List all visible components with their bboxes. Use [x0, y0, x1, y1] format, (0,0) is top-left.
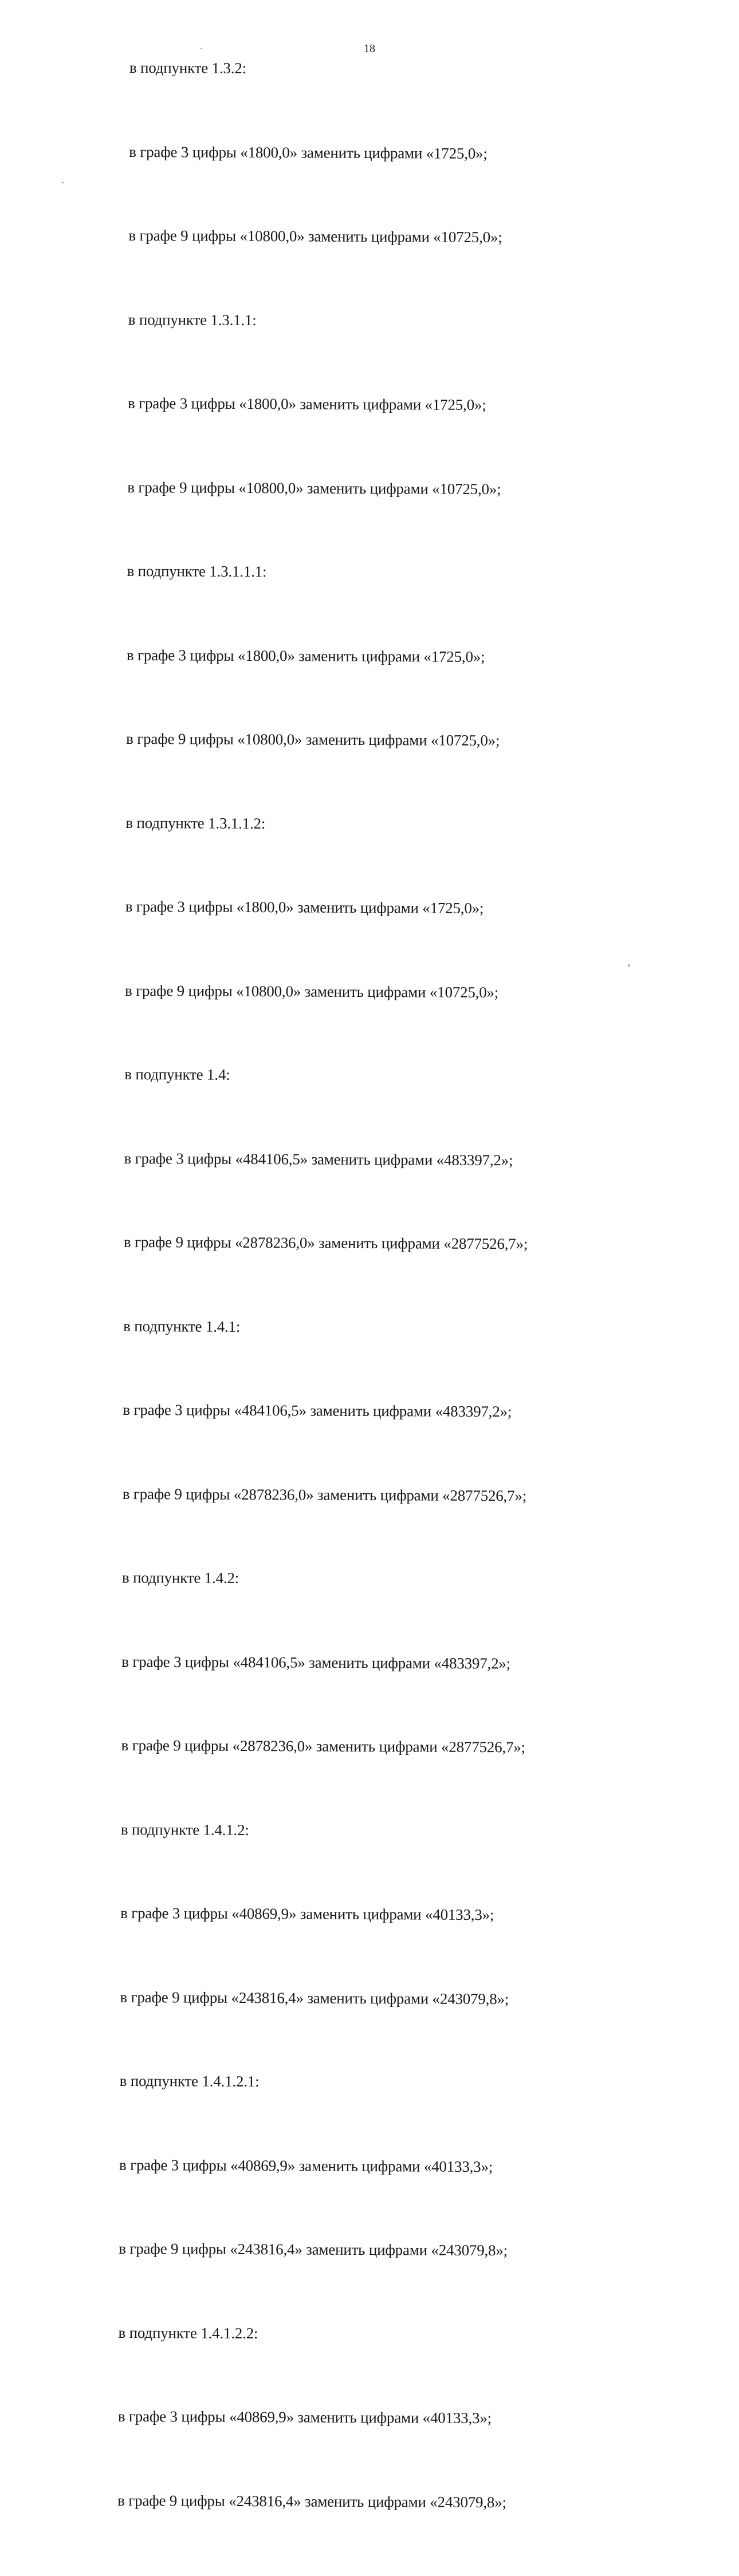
list-item: в подпункте 1.3.2: [129, 58, 246, 77]
list-item: в графе 3 цифры «40869,9» заменить цифрами «40133,3»; [119, 2156, 493, 2175]
list-item: в подпункте 1.3.1.1.1: [127, 562, 267, 581]
list-item: в подпункте 1.4.2: [121, 1568, 239, 1587]
list-item: в подпункте 1.3.1.1: [128, 310, 257, 329]
list-item: в графе 9 цифры «243816,4» заменить цифрами «243079,8»; [120, 1988, 509, 2007]
list-item: в графе 9 цифры «10800,0» заменить цифрами «10725,0»; [127, 478, 501, 498]
scan-speck [201, 48, 202, 49]
list-item: в подпункте 1.4.1.2.2: [118, 2323, 258, 2342]
list-item: в подпункте 1.4.1: [123, 1317, 241, 1335]
document-body [117, 57, 657, 2576]
list-item: в графе 9 цифры «2878236,0» заменить цифрами «2877526,7»; [123, 1233, 528, 1253]
list-item: в подпункте 1.3.1.1.2: [125, 814, 266, 832]
scan-speck [628, 964, 630, 967]
page-number: 18 [364, 42, 375, 55]
list-item: в графе 9 цифры «2878236,0» заменить цифрами «2877526,7»; [121, 1736, 525, 1756]
list-item: в графе 3 цифры «1800,0» заменить цифрами «1725,0»; [129, 143, 488, 162]
list-item: в графе 3 цифры «40869,9» заменить цифрами «40133,3»; [120, 1904, 494, 1924]
list-item: в подпункте 1.4: [124, 1065, 230, 1083]
list-item: в подпункте 1.4.1.2: [120, 1820, 249, 1839]
list-item: в графе 3 цифры «1800,0» заменить цифрами «1725,0»; [126, 646, 485, 665]
list-item: в графе 3 цифры «484106,5» заменить цифрами «483397,2»; [121, 1652, 511, 1672]
list-item: в графе 3 цифры «1800,0» заменить цифрами «1725,0»; [127, 394, 486, 414]
scan-speck [62, 182, 64, 183]
list-item: в графе 3 цифры «484106,5» заменить цифрами «483397,2»; [124, 1149, 513, 1169]
list-item: в графе 9 цифры «10800,0» заменить цифрами «10725,0»; [126, 729, 500, 749]
list-item: в графе 9 цифры «2878236,0» заменить цифрами «2877526,7»; [122, 1485, 527, 1504]
list-item: в графе 3 цифры «40869,9» заменить цифрами «40133,3»; [117, 2407, 492, 2427]
list-item: в графе 9 цифры «243816,4» заменить цифрами «243079,8»; [119, 2239, 508, 2259]
list-item: в графе 9 цифры «10800,0» заменить цифрами «10725,0»; [124, 981, 499, 1001]
list-item: в графе 3 цифры «1800,0» заменить цифрами «1725,0»; [125, 897, 484, 917]
list-item: в графе 9 цифры «10800,0» заменить цифрами «10725,0»; [128, 226, 502, 246]
list-item: в подпункте 1.4.1.2.1: [119, 2072, 260, 2090]
list-item: в графе 9 цифры «243816,4» заменить цифрами «243079,8»; [117, 2491, 506, 2511]
list-item: в графе 3 цифры «484106,5» заменить цифрами «483397,2»; [123, 1401, 512, 1421]
